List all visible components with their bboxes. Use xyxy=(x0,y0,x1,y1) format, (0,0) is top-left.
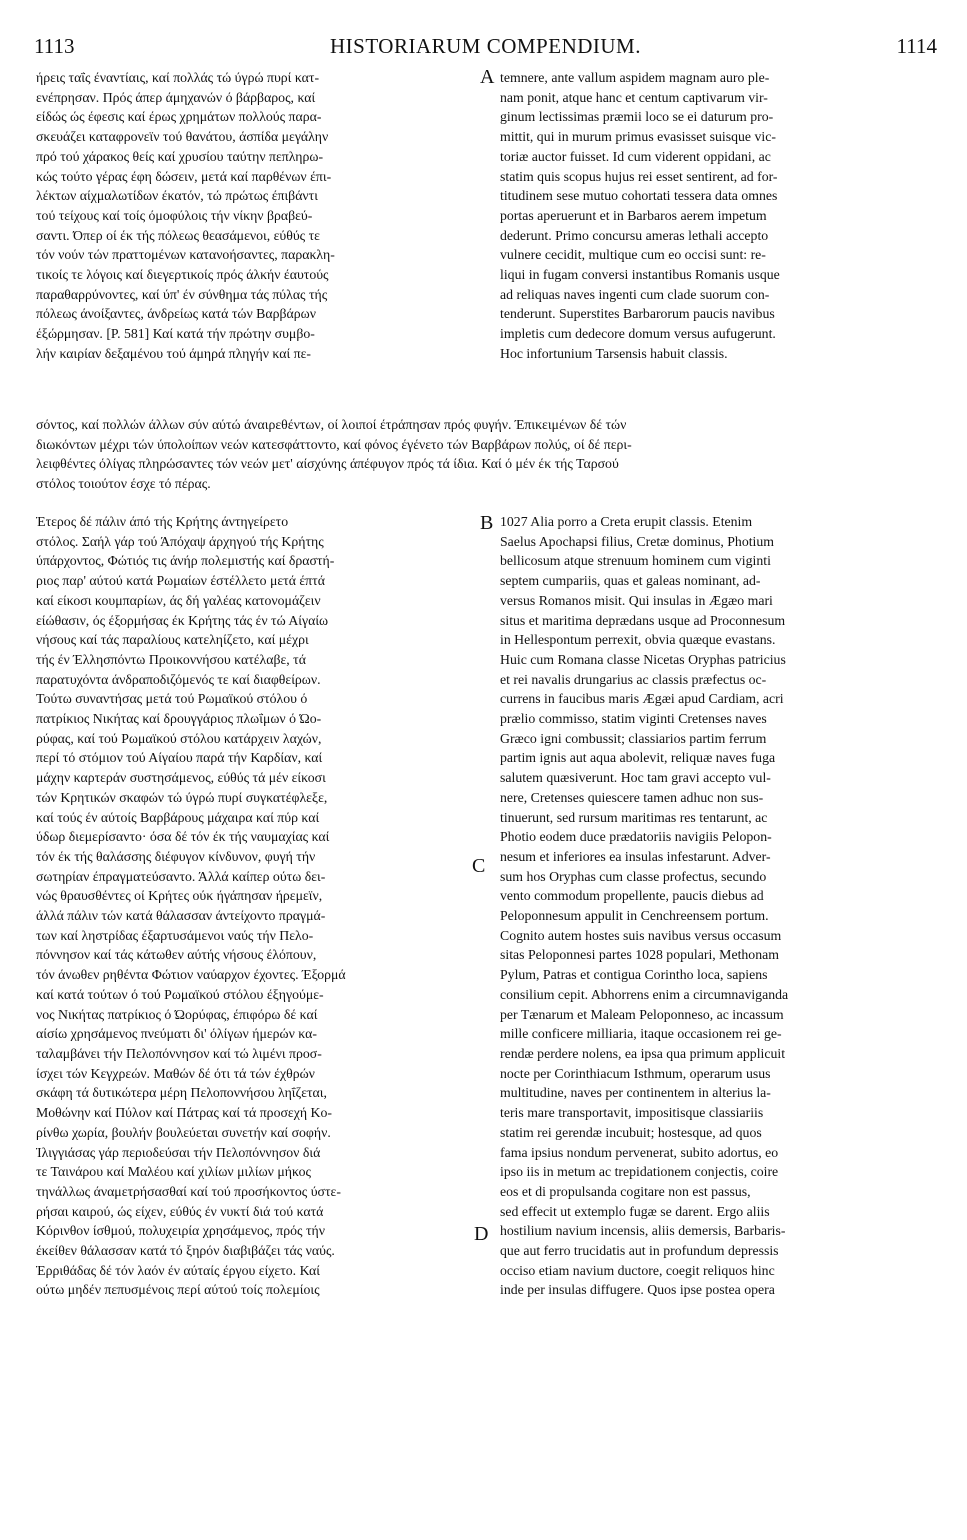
greek-column-top xyxy=(36,68,476,364)
latin-text-line: hostilium navium incensis, aliis demersis, Barbaris- xyxy=(500,1223,786,1239)
latin-text-line: toriæ auctor fuisset. Id cum viderent oppidani, ac xyxy=(500,148,771,164)
latin-text-line: currens in faucibus maris Ægæi apud Cardiam, acri xyxy=(500,691,784,707)
latin-text-line: statim rei gerendæ incubuit; hostesque, ad quos xyxy=(500,1124,762,1140)
margin-letter-d: D xyxy=(474,1223,489,1245)
greek-text-line: ενέπρησαν. Πρός άπερ άμηχανών ό βάρβαρος, καί xyxy=(36,89,316,105)
greek-text-line: νος Νικήτας πατρίκιος ό Ώορύφας, έπιφόρω δέ καί xyxy=(36,1006,318,1022)
greek-text-line: τικοίς τε λόγοις καί διεγερτικοίς πρός άλκήν έαυτούς xyxy=(36,267,329,283)
latin-text-line: teris mare transportavit, impositisque classiariis xyxy=(500,1105,764,1121)
latin-text-line: fama ipsius nondum pervenerat, subito adortus, eo xyxy=(500,1144,779,1160)
greek-text-line: παρατυχόντα άνδραποδιζόμενός τε καί διαφθείρων. xyxy=(36,671,321,687)
greek-text-line: πόλεως άνοίξαντες, άνδρείως κατά τών Βαρβάρων xyxy=(36,306,316,322)
latin-text-line: statim quis scopus hujus rei esset sentirent, ad for- xyxy=(500,168,778,184)
greek-text-line: ύδωρ διεμερίσαντο· όσα δέ τόν έκ τής ναυμαχίας καί xyxy=(36,829,330,845)
latin-text-line: liqui in fugam conversi instantibus Romanis usque xyxy=(500,267,780,283)
latin-text-line: occiso etiam navium ductore, coegit reliquos hinc xyxy=(500,1262,775,1278)
greek-text-line: πρό τού χάρακος θείς καί χρυσίου ταύτην πεπληρω- xyxy=(36,148,324,164)
margin-letter-a: A xyxy=(480,66,495,88)
page-number-left: 1113 xyxy=(34,34,75,58)
latin-text-line: titudinem sese mutuo cohortati tessera data omnes xyxy=(500,188,778,204)
latin-text-line: inde per insulas diffugere. Quos ipse postea opera xyxy=(500,1282,775,1298)
greek-text-line: περί τό στόμιον τού Αίγαίου παρά τήν Καρδίαν, καί xyxy=(36,750,323,766)
latin-text-line: sum hos Oryphas cum classe profectus, secundo xyxy=(500,868,767,884)
greek-text-line: στόλος. Σαήλ γάρ τού Άπόχαψ άρχηγού τής Κρήτης xyxy=(36,533,324,549)
latin-text-line: impletis cum dedecore domum versus aufugerunt. xyxy=(500,326,776,342)
latin-text-line: dederunt. Primo concursu ameras lethali accepto xyxy=(500,227,769,243)
greek-text-line: πατρίκιος Νικήτας καί δρουγγάριος πλωΐμων ό Ώο- xyxy=(36,711,322,727)
latin-text-line: Photio eodem duce prædatoriis navigiis Pelopon- xyxy=(500,829,772,845)
latin-text-line: Saelus Apochapsi filius, Cretæ dominus, Photium xyxy=(500,533,775,549)
latin-text-line: temnere, ante vallum aspidem magnam auro ple- xyxy=(500,70,770,85)
greek-text-line: καί είκοσι κουμπαρίων, άς δή γαλέας κατονομάζειν xyxy=(36,592,321,608)
greek-text-line: σόντος, καί πολλών άλλων σύν αύτώ άναιρεθέντων, οί λοιποί έτράπησαν πρός φυγήν. Έπικειμένων δέ τών xyxy=(36,417,627,432)
latin-text-line: Cognito autem hostes suis navibus versus occasum xyxy=(500,927,782,943)
running-title: HISTORIARUM COMPENDIUM. xyxy=(330,34,641,58)
greek-text-line: σωτηρίαν έπραγματεύσαντο. Άλλά καίπερ ούτω δει- xyxy=(36,868,326,884)
latin-text-line: nam ponit, atque hanc et centum captivarum vir- xyxy=(500,89,768,105)
greek-text-line: των καί ληστρίδας έξαρτυσάμενοι ναύς τήν Πελο- xyxy=(36,927,314,943)
greek-text-line: έκείθεν θάλασσαν κατά τό ξηρόν διαβιβάζει τάς ναύς. xyxy=(36,1243,335,1259)
greek-text-line: ίσχει τών Κεγχρεών. Μαθών δέ ότι τά τών έχθρών xyxy=(36,1065,315,1081)
latin-text-line: multitudine, naves per continentem in alterius la- xyxy=(500,1085,771,1101)
greek-text-line: νήσους καί τάς παραλίους κατεληίζετο, καί μέχρι xyxy=(36,632,309,648)
greek-text-line: ύπάρχοντος, Φώτιός τις άνήρ πολεμιστής καί δραστή- xyxy=(36,553,335,569)
greek-text-line: λέκτων αίχμαλωτίδων έκατόν, τώ πρώτως έπιβάντι xyxy=(36,188,318,204)
greek-text-line: τόν έκ τής θαλάσσης διέφυγον κίνδυνον, φυγή τήν xyxy=(36,848,316,864)
latin-text-line: partim ignis aut aqua abolevit, reliquæ naves fuga xyxy=(500,750,776,766)
greek-text-line: λειφθέντες όλίγας πληρώσαντες τών νεών μετ' αίσχύνης άπέφυγον πρός τά ίδια. Καί ό μέν έκ τής Ταρσού xyxy=(36,456,619,472)
latin-text-line: in Hellespontum perrexit, obvia quæque evastans. xyxy=(500,632,776,648)
greek-text-line: παραθαρρύνοντες, καί ύπ' έν σύνθημα τάς πύλας τής xyxy=(36,286,328,302)
greek-text-line: άλλά πάλιν τών κατά θάλασσαν άντείχοντο πραγμά- xyxy=(36,908,326,924)
latin-text-line: vulnere cecidit, multique cum eo occisi sunt: re- xyxy=(500,247,766,263)
latin-text-line: Hoc infortunium Tarsensis habuit classis. xyxy=(500,345,728,361)
greek-text-line: σκευάζει καταφρονεϊν τού θανάτου, άσπίδα μεγάλην xyxy=(36,129,329,145)
latin-text-line: Peloponnesum appulit in Cenchreensem portum. xyxy=(500,908,769,924)
latin-text-line: consilium cepit. Abhorrens enim a circumnaviganda xyxy=(500,986,789,1002)
latin-text-line: ad reliquas naves ingenti cum clade suorum con- xyxy=(500,286,770,302)
greek-text-line: διωκόντων μέχρι τών ύπολοίπων νεών κατεσφάττοντο, καί φόνος έγένετο τών Βαρβάρων πολύς, οί δέ περι- xyxy=(36,436,632,452)
greek-text-line: τού τείχους καί τοίς όμοφύλοις τήν νίκην βραβεύ- xyxy=(36,207,313,223)
greek-text-line: έξώρμησαν. [P. 581] Καί κατά τήν πρώτην συμβο- xyxy=(36,326,315,342)
latin-text-line: vento commodum propellente, paucis diebus ad xyxy=(500,888,764,904)
latin-text-line: per Tænarum et Maleam Peloponneso, ac incassum xyxy=(500,1006,784,1022)
page-number-right: 1114 xyxy=(896,34,937,58)
greek-text-line: είώθασιν, ός έξορμήσας έκ Κρήτης τάς έν τώ Αίγαίω xyxy=(36,612,329,628)
latin-text-line: salutem quæsiverunt. Hoc tam gravi accepto vul- xyxy=(500,770,771,786)
latin-text-line: 1027 Alia porro a Creta erupit classis. Etenim xyxy=(500,514,753,529)
latin-text-line: sitas Peloponnesi partes 1028 populari, Methonam xyxy=(500,947,779,963)
latin-text-line: nere, Cretenses quiescere tamen adhuc non sus- xyxy=(500,789,764,805)
latin-text-line: ginum lectissimas præmii loco se ei daturum pro- xyxy=(500,109,774,125)
latin-column-top xyxy=(500,68,932,364)
greek-text-line: ήρεις ταΐς έναντίαις, καί πολλάς τώ ύγρώ πυρί κατ- xyxy=(36,70,320,85)
page-header xyxy=(34,34,937,60)
latin-text-line: Huic cum Romana classe Nicetas Oryphas patricius xyxy=(500,651,786,667)
greek-text-line: ούτω μηδέν πεπυσμένοις περί αύτού τοίς πολεμίοις xyxy=(36,1282,320,1298)
greek-text-line: ταλαμβάνει τήν Πελοπόννησον καί τώ λιμένι προσ- xyxy=(36,1045,322,1061)
greek-text-line: τόν άνωθεν ρηθέντα Φώτιον ναύαρχον έχοντες. Έξορμά xyxy=(36,967,346,983)
greek-text-line: σαντι. Όπερ οί έκ τής πόλεως θεασάμενοι, εύθύς τε xyxy=(36,227,320,243)
greek-text-line: ρήσαι καιρού, ώς είχεν, εύθύς έν νυκτί διά τού κατά xyxy=(36,1203,324,1219)
latin-text-line: mille conficere milliaria, itaque occasionem rei ge- xyxy=(500,1026,782,1042)
greek-column-main xyxy=(36,512,476,1300)
margin-letter-c: C xyxy=(472,855,486,877)
greek-text-line: μάχην καρτεράν συστησάμενος, εύθύς τά μέν είκοσι xyxy=(36,770,326,786)
greek-text-line: καί τούς έν αύτοίς Βαρβάρους μάχαιρα καί πύρ καί xyxy=(36,809,320,825)
greek-text-line: ρύφας, καί τού Ρωμαϊκού στόλου κατάρχειν λαχών, xyxy=(36,730,322,746)
greek-text-line: τόν νούν τών πραττομένων κατανοήσαντες, παρακλη- xyxy=(36,247,335,263)
latin-text-line: mittit, qui in murum primus evasisset suisque vic- xyxy=(500,129,776,145)
latin-column-main xyxy=(500,512,932,1300)
latin-text-line: bellicosum atque strenuum hominem cum viginti xyxy=(500,553,771,569)
latin-text-line: situs et maritima deprædans usque ad Proconnesum xyxy=(500,612,786,628)
latin-text-line: Græco igni combussit; classiarios partim ferrum xyxy=(500,730,767,746)
latin-text-line: que aut ferro trucidatis aut in profundum depressis xyxy=(500,1243,779,1259)
latin-text-line: septem cumpariis, quas et galeas nominant, ad- xyxy=(500,573,761,589)
margin-letter-b: B xyxy=(480,512,494,534)
greek-text-line: πόννησον καί τάς κάτωθεν αύτής νήσους έλόπουν, xyxy=(36,947,317,963)
greek-text-line: τε Ταινάρου καί Μαλέου καί χιλίων μιλίων μήκος xyxy=(36,1164,311,1180)
greek-text-line: κώς τούτο γέρας έφη δώσειν, μετά καί παρθένων έπι- xyxy=(36,168,332,184)
greek-text-line: Ίλιγγιάσας γάρ περιοδεύσαι τήν Πελοπόννησον διά xyxy=(36,1144,321,1160)
greek-text-line: τηνάλλως άναμετρήσασθαί καί τού προσήκοντος ύστε- xyxy=(36,1183,341,1199)
greek-text-line: Μοθώνην καί Πύλον καί Πάτρας καί τά προσεχή Κο- xyxy=(36,1105,332,1121)
greek-text-line: ρίνθω χωρία, βουλήν βουλεύεται συνετήν καί σοφήν. xyxy=(36,1124,331,1140)
latin-text-line: eos et di propulsanda cogitare non est passus, xyxy=(500,1183,751,1199)
greek-fullwidth-passage xyxy=(36,415,932,494)
greek-text-line: νώς θραυσθέντες οί Κρήτες ούκ ήγάπησαν ήρεμεϊν, xyxy=(36,888,323,904)
greek-text-line: Έρριθάδας δέ τόν λαόν έν αύταίς έργου είχετο. Καί xyxy=(36,1262,320,1278)
greek-text-line: ριος παρ' αύτού κατά Ρωμαίων έστέλλετο μετά έπτά xyxy=(36,573,325,589)
greek-text-line: λήν καιρίαν δεξαμένου τού άμηρά πληγήν καί πε- xyxy=(36,345,311,361)
latin-text-line: Pylum, Patras et contigua Corintho loca, sapiens xyxy=(500,967,768,983)
latin-text-line: rendæ perdere nolens, ea ipsa qua primum applicuit xyxy=(500,1045,786,1061)
greek-text-line: στόλος τοιούτον έσχε τό πέρας. xyxy=(36,476,211,492)
greek-text-line: σκάφη τά δυτικώτερα μέρη Πελοποννήσου ληΐζεται, xyxy=(36,1085,327,1101)
greek-text-line: Κόρινθον ίσθμού, πολυχειρία χρησάμενος, πρός τήν xyxy=(36,1223,325,1239)
greek-text-line: καί κατά τούτων ό τού Ρωμαϊκού στόλου έξηγούμε- xyxy=(36,986,324,1002)
greek-text-line: είδώς ώς έφεσις καί έρως χρημάτων πολλούς παρα- xyxy=(36,109,322,125)
greek-text-line: τών Κρητικών σκαφών τώ ύγρώ πυρί συγκατέφλεξε, xyxy=(36,789,328,805)
latin-text-line: portas aperuerunt et in Barbaros aerem impetum xyxy=(500,207,767,223)
latin-text-line: nocte per Corinthiacum Isthmum, operarum usus xyxy=(500,1065,771,1081)
latin-text-line: tenderunt. Superstites Barbarorum paucis navibus xyxy=(500,306,775,322)
latin-text-line: ipso iis in metum ac trepidationem conjectis, coire xyxy=(500,1164,779,1180)
latin-text-line: sed effecit ut extemplo fugæ se darent. Ergo aliis xyxy=(500,1203,770,1219)
greek-text-line: Έτερος δέ πάλιν άπό τής Κρήτης άντηγείρετο xyxy=(36,514,289,529)
latin-text-line: tinuerunt, sed rursum maritimas res tentarunt, ac xyxy=(500,809,768,825)
greek-text-line: αίσίω χρησάμενος πνεύματι δι' όλίγων ήμερών κα- xyxy=(36,1026,317,1042)
greek-text-line: Τούτω συναντήσας μετά τού Ρωμαϊκού στόλου ό xyxy=(36,691,308,707)
greek-text-line: τής έν Έλλησπόντω Προικοννήσου κατέλαβε, τά xyxy=(36,651,306,667)
latin-text-line: versus Romanos misit. Qui insulas in Ægæo mari xyxy=(500,592,773,608)
latin-text-line: et rei navalis drungarius ac classis præfectus oc- xyxy=(500,671,767,687)
latin-text-line: nesum et inferiores ea insulas infestarunt. Adver- xyxy=(500,848,771,864)
latin-text-line: prælio commisso, statim viginti Cretenses naves xyxy=(500,711,767,727)
